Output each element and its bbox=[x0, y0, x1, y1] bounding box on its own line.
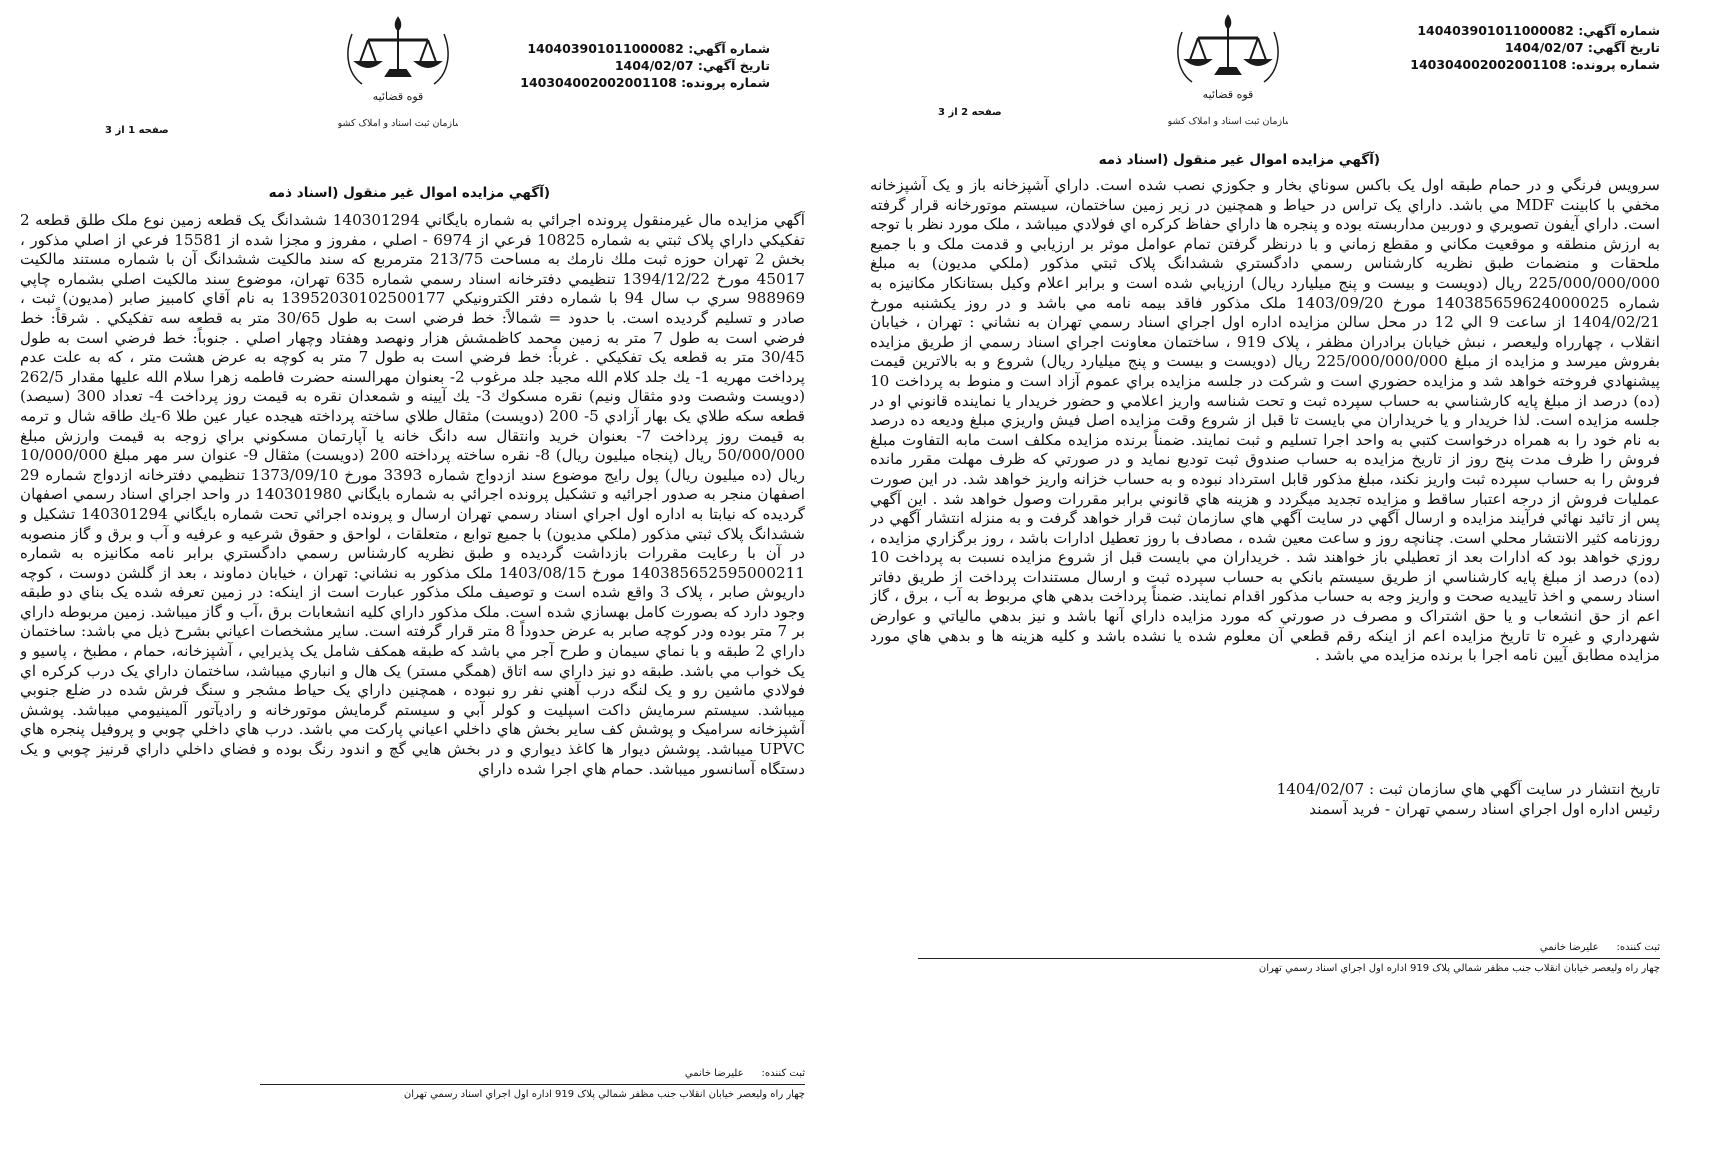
notice-date: 1404/02/07 bbox=[614, 58, 694, 73]
notice-date-row bbox=[520, 57, 770, 74]
registrar-row bbox=[260, 1067, 805, 1081]
notice-title: (آگهي مزايده اموال غير منقول (اسناد ذمه bbox=[1098, 152, 1380, 168]
file-number: 140304002002001108 bbox=[1410, 57, 1567, 72]
notice-header-meta bbox=[520, 40, 770, 91]
notice-date-label: تاريخ آگهي: bbox=[697, 58, 770, 73]
file-number-row bbox=[520, 74, 770, 91]
scales-of-justice-icon bbox=[338, 14, 458, 144]
notice-header-meta bbox=[1410, 22, 1660, 73]
notice-number: 140403901011000082 bbox=[1417, 23, 1574, 38]
file-number-row bbox=[1410, 56, 1660, 73]
registrar-name: عليرضا خانمي bbox=[684, 1068, 744, 1079]
judiciary-emblem bbox=[338, 14, 458, 144]
registrar-label: ثبت کننده: bbox=[761, 1068, 805, 1079]
notice-number-row bbox=[520, 40, 770, 57]
publish-date-line: تاريخ انتشار در سايت آگهي هاي سازمان ثبت : 1404/02/07 bbox=[1276, 780, 1660, 798]
notice-number-label: شماره آگهي: bbox=[688, 41, 770, 56]
notice-body bbox=[20, 211, 805, 1021]
page-number: صفحه 2 از 3 bbox=[938, 107, 1002, 118]
notice-footer bbox=[918, 941, 1660, 976]
registrar-label: ثبت کننده: bbox=[1616, 942, 1660, 953]
emblem-line-2: سازمان ثبت اسناد و املاک کشور bbox=[1168, 116, 1288, 127]
footer-divider bbox=[260, 1084, 805, 1085]
signatory: رئيس اداره اول اجراي اسناد رسمي تهران - فريد آسمند bbox=[1309, 800, 1660, 818]
footer-divider bbox=[918, 958, 1660, 959]
notice-body-text: آگهي مزايده مال غيرمنقول پرونده اجرائي به شماره بايگاني 140301294 ششدانگ يک قطعه زمين نوع ملک طلق قطعه 2 تفکيکي داراي پلاک ثبتي به شماره 10825 فرعي از 6974 - اصلي ، مفروز و مجزا شده از 15581 فرعي از اصلي مذکور ، بخش 2 تهران حوزه ثبت ملك نارمك به مساحت 213/75 مترمربع که سند مالکيت ششدانگ آن با شماره مستند مالکيت 45017 مورخ 1394/12/22 تنظيمي دفترخانه اسناد رسمي شماره 635 تهران، موضوع سند مالکيت اصلي بشماره چاپي 988969 سري ب سال 94 با شماره دفتر الکترونيکي 13952030102500177 به نام آقاي کامبيز صابر (مديون) ثبت ، صادر و تسليم گرديده است. با حدود = شمالاً: خط فرضي است به طول 30/65 متر به قطعه سه تفکيکي . شرقاً: خط فرضي است به طول 7 متر به زمين محمد کاظمشش هزار ونهصد وهفتاد وچهار اصلي . جنوباً: خط فرضي است به طول 30/45 متر به قطعه يک تفکيکي . غرباً: خط فرضي است به طول 7 متر به کوچه به عرض هشت متر ، که به علت عدم پرداخت مهريه 1- يك جلد كلام الله مجيد جلد مرغوب 2- بعنوان مهرالسنه حضرت فاطمه زهرا سلام الله عليها مقدار 262/5 (دويست وشصت ودو مثقال ونيم) نقره مسكوك 3- يك آيينه و شمعدان نقره به قيمت روز پرداخت 4- تعداد 300 (سيصد) قطعه سكه طلاي يک بهار آزادي 5- 200 (دويست) مثقال طلاي ساخته پرداخته هيجده عيار عين طلا 6-يك طاقه شال و ترمه به قيمت روز پرداخت 7- بعنوان خريد وانتقال سه دانگ خانه يا آپارتمان مسكوني براي زوجه به قيمت وارزش مبلغ 50/000/000 ريال (پنجاه ميليون ريال) 8- نقره ساخته پرداخته 200 (دويست) مثقال 9- عنوان سر مهر مبلغ 10/000/000 ريال (ده ميليون ريال) پول رايج موضوع سند ازدواج شماره 3393 مورخ 1373/09/10 تنظيمي دفترخانه ازدواج شماره 29 اصفهان منجر به صدور اجرائيه و تشکيل پرونده اجرائي به شماره بايگاني 140301980 در واحد اجراي اسناد رسمي اصفهان گرديده که نيابتا به اداره اول اجراي اسناد رسمي تهران ارسال و پرونده اجرائي تحت شماره بايگاني 140301294 تشکيل و ششدانگ پلاک ثبتي مذکور (ملکي مديون) با جميع توابع ، متعلقات ، لواحق و حقوق شرعيه و عرفيه و آب و برق و گاز منصوبه در آن با رعايت مقررات بازداشت گرديده و طبق نظريه کارشناس رسمي دادگستري برابر نامه مکانيزه به شماره 140385652595000211 مورخ 1403/08/15 ملک مذکور به نشاني: تهران ، خيابان دماوند ، بعد از گلشن دوست ، کوچه داريوش صابر ، پلاک 3 واقع شده است و توصيف ملک مذکور عبارت است از اينکه: در زمين تعرفه شده يک بناي دو طبقه وجود دارد که بصورت کامل بهسازي شده است. ملک مذکور داراي کليه انشعابات برق ،آب و گاز ميباشد. زمين مربوطه داراي بر 7 متر بوده ودر کوچه صابر به عرض حدوداً 8 متر قرار گرفته است. ساير مشخصات اعياني بشرح ذيل مي باشد: ساختمان داراي 2 طبقه و با نماي سيمان و طرح آجر مي باشد که طبقه همکف شامل يک پذيرايي ، آشپزخانه، حمام ، مطبخ ، پاسيو و يک خواب مي باشد. طبقه دو نيز داراي سه اتاق (همگي مستر) يک هال و انباري ميباشد، ساختمان داراي يک درب کرکره اي فولادي ماشين رو و يک لنگه درب آهني نفر رو نبوده ، همچنين داراي يک حياط مشجر و سنگ فرش شده در ضلع جنوبي ميباشد. سيستم سرمايش داکت اسپليت و کولر آبي و سيستم گرمايش موتورخانه و راديآتور آلمينيومي ميباشد. پوشش آشپزخانه سراميک و پوشش کف ساير بخش هاي داخلي اعياني پارکت مي باشد. درب هاي داخلي چوبي و پروفيل پنجره هاي UPVC ميباشد. پوشش ديوار ها کاغذ ديواري و در بخش هايي گچ و اندود رنگ بوده و فضاي داخلي داراي قرنيز چوبي و يک دستگاه آسانسور ميباشد. حمام هاي اجرا شده داراي bbox=[20, 211, 805, 778]
notice-body bbox=[870, 176, 1660, 786]
office-address: چهار راه وليعصر خيابان انقلاب جنب مظفر شمالي پلاک 919 اداره اول اجراي اسناد رسمي تهران bbox=[403, 1089, 805, 1100]
notice-body-text: سرويس فرنگي و در حمام طبقه اول يک باکس سوناي بخار و جکوزي نصب شده است. داراي آشپزخانه باز و يک آشپزخانه مخفي با کابينت MDF مي باشد. داراي يک تراس در حياط و همچنين در زير زمين ساختمان، سيستم موتورخانه قرار گرفته است. داراي آيفون تصويري و دوربين مداربسته بوده و پنجره ها داراي حفاظ کرکره اي فولادي ميباشد ، ملک مورد نظر با توجه به ارزش منطقه و موقعيت مکاني و مقطع زماني و با درنظر گرفتن تمام عوامل موثر بر ارزيابي و قدمت ملک و با جميع ملحقات و منضمات طبق نظريه کارشناس رسمي دادگستري ششدانگ پلاک ثبتي مذکور (ملکي مديون) به مبلغ 225/000/000/000 ريال (دويست و بيست و پنج ميليارد ريال) ارزيابي شده است و برابر اعلام وکيل بستانکار مکانيزه به شماره 140385659624000025 مورخ 1403/09/20 ملک مذکور فاقد بيمه نامه مي باشد و در روز يکشنبه مورخ 1404/02/21 از ساعت 9 الي 12 در محل سالن مزايده اداره اول اجراي اسناد رسمي تهران به نشاني : تهران ، خيابان انقلاب ، چهارراه وليعصر ، نبش خيابان برادران مظفر ، پلاک 919 ، ساختمان معاونت اجراي اسناد رسمي از طريق مزايده بفروش ميرسد و مزايده از مبلغ 225/000/000/000 ريال (دويست و بيست و پنج ميليارد ريال) شروع و به بالاترين قيمت پيشنهادي فروخته خواهد شد و مزايده حضوري است و شرکت در جلسه مزايده براي عموم آزاد است و منوط به پرداخت 10 (ده) درصد از مبلغ پايه کارشناسي به حساب سپرده ثبت و تحت شناسه واريز اعلامي و حضور خريدار يا نماينده قانوني او در جلسه مزايده است. لذا خريدار و يا خريداران مي بايست تا قبل از شروع وقت مزايده اصل فيش واريزي مبلغ وديعه ده درصد به نام خود را به همراه درخواست کتبي به واحد اجرا تسليم و ثبت نمايند. ضمناً برنده مزايده مکلف است مابه التفاوت مبلغ فروش را ظرف مدت پنج روز از تاريخ مزايده به حساب صندوق ثبت توديع نمايد و در صورتي که ظرف مهلت مقرر مانده فروش را به حساب سپرده ثبت واريز نکند، مبلغ مذکور قابل استرداد نبوده و به حساب خزانه واريز خواهد شد. در اين صورت عمليات فروش از درجه اعتبار ساقط و مزايده تجديد ميگردد و هزينه هاي قانوني برابر مقررات وصول خواهد شد . اين آگهي پس از تائيد نهائي فرآيند مزايده و ارسال آگهي در سايت آگهي هاي سازمان ثبت قرار خواهد گرفت و به منزله انتشار آگهي در روزنامه کثير الانتشار محلي است. چنانچه روز و ساعت معين شده ، مصادف با روز تعطيل ادارات باشد ، روز برگزاري مزايده ، روزي خواهد بود که ادارات بعد از تعطيلي باز خواهند شد . خريداران مي بايست قبل از شروع مزايده نسبت به پرداخت 10 (ده) درصد از مبلغ پايه کارشناسي از طريق سيستم بانکي به حساب سپرده ثبت و ارسال مستندات پرداخت از طريق دفاتر اسناد رسمي و اخذ تاييديه صحت و واريز وجه به حساب مذکور اقدام نمايند. ضمناً پرداخت بدهي هاي مربوط به آب ، برق ، گاز اعم از حق انشعاب و يا حق اشتراک و مصرف در صورتي که مورد مزايده داراي آنها باشد و نيز بدهي مالياتي و عوارض شهرداري و غيره تا تاريخ مزايده اعم از اينکه رقم قطعي آن معلوم شده يا نشده باشد و کليه هزينه ها و بدهي هاي مورد مزايده مطابق آيين نامه اجرا با برنده مزايده مي باشد . bbox=[870, 176, 1660, 665]
notice-date-row bbox=[1410, 39, 1660, 56]
emblem-line-1: قوه قضائیه bbox=[1202, 88, 1254, 101]
scales-of-justice-icon bbox=[1168, 12, 1288, 142]
emblem-line-1: قوه قضائیه bbox=[372, 90, 424, 103]
notice-date: 1404/02/07 bbox=[1504, 40, 1584, 55]
registrar-name: عليرضا خانمي bbox=[1539, 942, 1599, 953]
notice-date-label: تاريخ آگهي: bbox=[1587, 40, 1660, 55]
file-number-label: شماره پرونده: bbox=[1571, 57, 1660, 72]
notice-number-row bbox=[1410, 22, 1660, 39]
file-number-label: شماره پرونده: bbox=[681, 75, 770, 90]
page-number: صفحه 1 از 3 bbox=[105, 125, 169, 136]
file-number: 140304002002001108 bbox=[520, 75, 677, 90]
judiciary-emblem bbox=[1168, 12, 1288, 142]
notice-number-label: شماره آگهي: bbox=[1578, 23, 1660, 38]
notice-page-1 bbox=[0, 0, 860, 1157]
notice-number: 140403901011000082 bbox=[527, 41, 684, 56]
notice-title: (آگهي مزايده اموال غير منقول (اسناد ذمه bbox=[268, 185, 550, 201]
notice-page-2 bbox=[850, 0, 1710, 1157]
registrar-row bbox=[918, 941, 1660, 955]
office-address: چهار راه وليعصر خيابان انقلاب جنب مظفر شمالي پلاک 919 اداره اول اجراي اسناد رسمي تهران bbox=[1258, 963, 1660, 974]
notice-footer bbox=[260, 1067, 805, 1102]
emblem-line-2: سازمان ثبت اسناد و املاک کشور bbox=[338, 118, 458, 129]
